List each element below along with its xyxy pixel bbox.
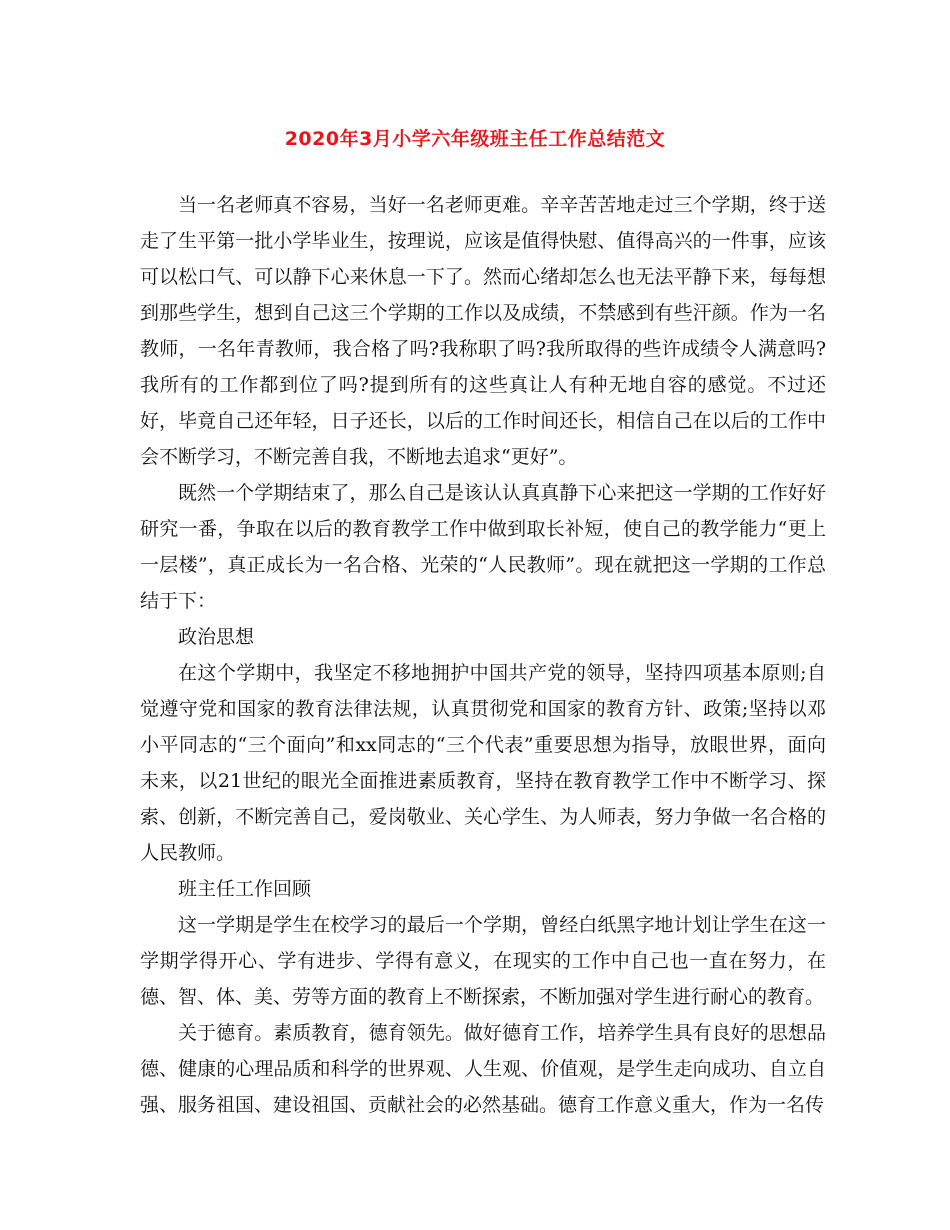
- paragraph-summary-intro: 既然一个学期结束了，那么自己是该认认真真静下心来把这一学期的工作好好研究一番，争取在以后的教育教学工作中做到取长补短，使自己的教学能力“更上一层楼”，真正成长为一名合格、光荣的“人民教师”。现在就把这一学期的工作总结于下：: [140, 482, 826, 612]
- paragraph-review: 这一学期是学生在校学习的最后一个学期，曾经白纸黑字地计划让学生在这一学期学得开心、学有进步、学得有意义，在现实的工作中自己也一直在努力，在德、智、体、美、劳等方面的教育上不断探索，不断加强对学生进行耐心的教育。: [140, 914, 826, 1008]
- section-heading-politics: 政治思想: [178, 626, 255, 648]
- section-heading-review: 班主任工作回顾: [178, 878, 312, 900]
- paragraph-politics: 在这个学期中，我坚定不移地拥护中国共产党的领导，坚持四项基本原则;自觉遵守党和国家的教育法律法规，认真贯彻党和国家的教育方针、政策;坚持以邓小平同志的“三个面向”和xx同志的“三个代表”重要思想为指导，放眼世界，面向未来，以21世纪的眼光全面推进素质教育，坚持在教育教学工作中不断学习、探索、创新，不断完善自己，爱岗敬业、关心学生、为人师表，努力争做一名合格的人民教师。: [140, 662, 826, 864]
- document-body: [140, 187, 826, 1123]
- paragraph-intro: 当一名老师真不容易，当好一名老师更难。辛辛苦苦地走过三个学期，终于送走了生平第一批小学毕业生，按理说，应该是值得快慰、值得高兴的一件事，应该可以松口气、可以静下心来休息一下了。然而心绪却怎么也无法平静下来，每每想到那些学生，想到自己这三个学期的工作以及成绩，不禁感到有些汗颜。作为一名教师，一名年青教师，我合格了吗?我称职了吗?我所取得的些许成绩令人满意吗?我所有的工作都到位了吗?提到所有的这些真让人有种无地自容的感觉。不过还好，毕竟自己还年轻，日子还长，以后的工作时间还长，相信自己在以后的工作中会不断学习，不断完善自我，不断地去追求“更好”。: [140, 194, 826, 468]
- paragraph-moral-education: 关于德育。素质教育，德育领先。做好德育工作，培养学生具有良好的思想品德、健康的心理品质和科学的世界观、人生观、价值观，是学生走向成功、自立自强、服务祖国、建设祖国、贡献社会的必然基础。德育工作意义重大，作为一名传: [140, 1022, 826, 1116]
- document-title: 2020年3月小学六年级班主任工作总结范文: [284, 128, 666, 150]
